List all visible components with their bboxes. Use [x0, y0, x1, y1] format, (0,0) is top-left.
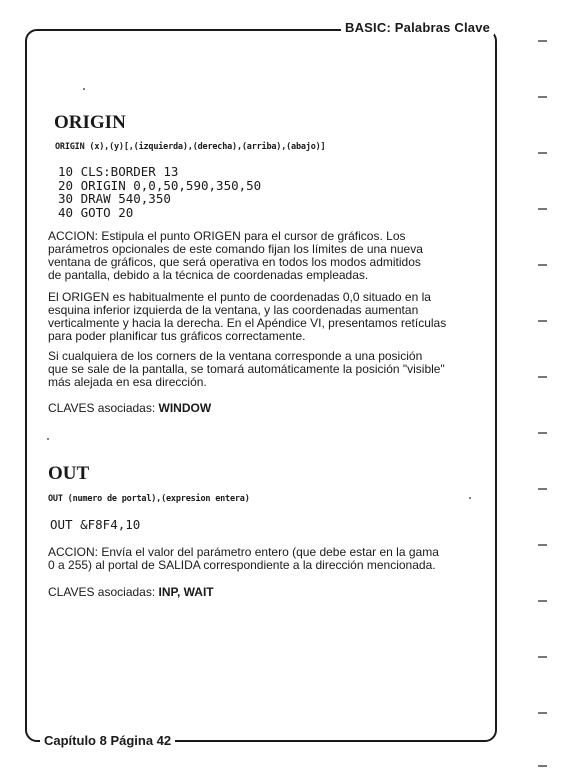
origin-code-listing — [58, 165, 261, 219]
margin-tick — [538, 96, 547, 98]
origin-corners-paragraph — [48, 350, 488, 389]
code-line: OUT &F8F4,10 — [50, 517, 141, 532]
margin-tick — [538, 376, 547, 378]
code-line: 40 GOTO 20 — [58, 204, 134, 220]
origin-accion-paragraph — [48, 230, 488, 282]
margin-tick — [538, 712, 547, 714]
margin-tick — [538, 264, 547, 266]
margin-tick — [538, 488, 547, 490]
text-line: 0 a 255) al portal de SALIDA correspondiente a la dirección mencionada. — [48, 558, 436, 572]
speck — [47, 438, 49, 440]
text-line: esquina inferior izquierda de la ventana, y las coordenadas aumentan — [48, 303, 419, 317]
footer-title: Capítulo 8 Página 42 — [40, 733, 175, 748]
code-line: 20 ORIGIN 0,0,50,590,350,50 — [58, 177, 262, 193]
text-line: ACCION: Estipula el punto ORIGEN para el cursor de gráficos. Los — [48, 229, 406, 243]
margin-tick — [538, 40, 547, 42]
text-line: Si cualquiera de los corners de la ventana corresponde a una posición — [48, 349, 423, 363]
text-line: que se sale de la pantalla, se tomará automáticamente la posición "visible" — [48, 362, 445, 376]
margin-tick — [538, 208, 547, 210]
margin-tick — [538, 432, 547, 434]
speck — [83, 88, 85, 90]
text-line: El ORIGEN es habitualmente el punto de coordenadas 0,0 situado en la — [48, 290, 431, 304]
claves-label: CLAVES asociadas: — [48, 401, 156, 415]
origin-related-keywords — [48, 401, 211, 415]
speck — [469, 497, 471, 499]
margin-tick — [538, 600, 547, 602]
out-accion-paragraph — [48, 546, 488, 572]
out-syntax: OUT (numero de portal),(expresion entera) — [48, 494, 250, 504]
margin-tick — [538, 152, 547, 154]
code-line: 10 CLS:BORDER 13 — [58, 164, 179, 179]
claves-value: WINDOW — [158, 401, 212, 415]
code-line: 30 DRAW 540,350 — [58, 191, 171, 206]
margin-tick — [538, 320, 547, 322]
out-code-listing — [50, 518, 140, 532]
text-line: más alejada en esa dirección. — [48, 375, 207, 389]
text-line: ventana de gráficos, que será operativa en todos los modos admitidos — [48, 255, 421, 269]
claves-label: CLAVES asociadas: — [48, 585, 156, 599]
out-related-keywords — [48, 585, 214, 599]
origin-syntax: ORIGIN (x),(y)[,(izquierda),(derecha),(arriba),(abajo)] — [55, 142, 326, 152]
text-line: parámetros opcionales de este comando fijan los límites de una nueva — [48, 242, 423, 256]
claves-value: INP, WAIT — [158, 585, 214, 599]
margin-tick — [538, 544, 547, 546]
text-line: de pantalla, debido a la técnica de coordenadas empleadas. — [48, 268, 369, 282]
header-title: BASIC: Palabras Clave — [341, 20, 494, 35]
margin-tick — [538, 765, 547, 767]
text-line: para poder planificar tus gráficos correctamente. — [48, 329, 306, 343]
text-line: verticalmente y hacia la derecha. En el Apéndice VI, presentamos retículas — [48, 316, 447, 330]
out-title: OUT — [48, 463, 90, 484]
text-line: ACCION: Envía el valor del parámetro entero (que debe estar en la gama — [48, 545, 439, 559]
origin-title: ORIGIN — [54, 112, 126, 133]
margin-tick — [538, 656, 547, 658]
origin-description-paragraph — [48, 291, 488, 343]
